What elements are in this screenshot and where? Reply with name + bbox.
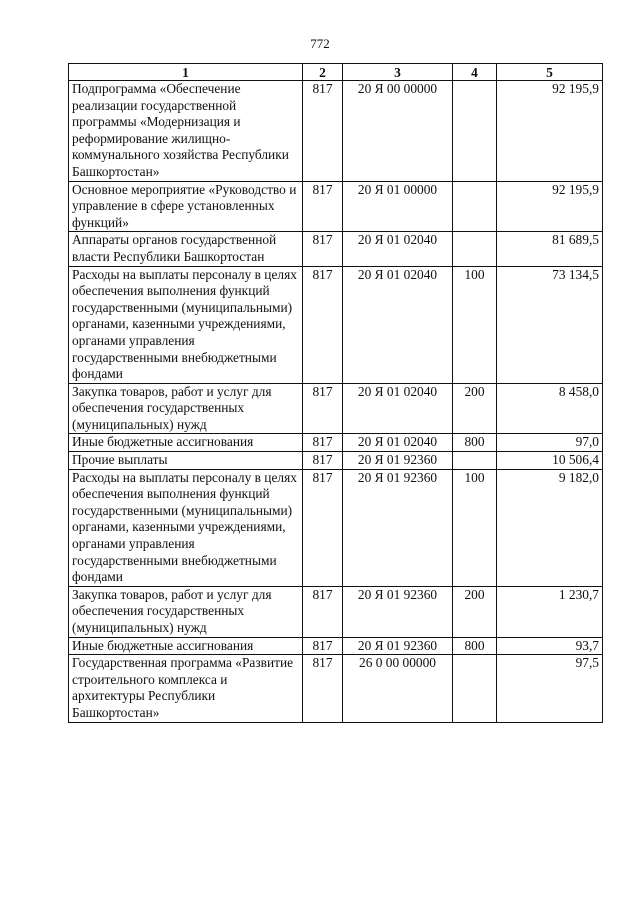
row-expense-type-cell <box>453 181 497 232</box>
row-ministry-code-cell: 817 <box>303 266 343 383</box>
row-target-article-cell: 20 Я 01 02040 <box>343 232 453 266</box>
row-name-cell: Прочие выплаты <box>69 452 303 470</box>
row-ministry-code-cell: 817 <box>303 81 343 182</box>
table-row <box>69 266 603 383</box>
row-amount-cell: 81 689,5 <box>497 232 603 266</box>
row-expense-type-cell <box>453 655 497 722</box>
table-row <box>69 655 603 722</box>
budget-table <box>68 63 603 723</box>
row-target-article-cell: 20 Я 01 00000 <box>343 181 453 232</box>
row-name-cell: Иные бюджетные ассигнования <box>69 434 303 452</box>
row-ministry-code-cell: 817 <box>303 655 343 722</box>
row-name-cell: Расходы на выплаты персоналу в целях обеспечения выполнения функций государственными (муниципальными) органами, казенными учреждениями, органами управления государственными внебюджетными фондами <box>69 266 303 383</box>
row-amount-cell: 9 182,0 <box>497 469 603 586</box>
row-name-cell: Расходы на выплаты персоналу в целях обеспечения выполнения функций государственными (муниципальными) органами, казенными учреждениями, органами управления государственными внебюджетными фондами <box>69 469 303 586</box>
row-amount-cell: 93,7 <box>497 637 603 655</box>
row-target-article-cell: 20 Я 01 92360 <box>343 586 453 637</box>
row-name-cell: Закупка товаров, работ и услуг для обеспечения государственных (муниципальных) нужд <box>69 586 303 637</box>
header-col-3: 3 <box>343 64 453 81</box>
row-target-article-cell: 20 Я 01 02040 <box>343 383 453 434</box>
page-number: 772 <box>310 36 330 51</box>
header-col-5: 5 <box>497 64 603 81</box>
row-expense-type-cell: 800 <box>453 637 497 655</box>
row-expense-type-cell: 800 <box>453 434 497 452</box>
row-amount-cell: 73 134,5 <box>497 266 603 383</box>
table-row <box>69 434 603 452</box>
table-row <box>69 637 603 655</box>
row-expense-type-cell <box>453 452 497 470</box>
row-expense-type-cell: 200 <box>453 586 497 637</box>
row-target-article-cell: 20 Я 01 02040 <box>343 266 453 383</box>
row-ministry-code-cell: 817 <box>303 586 343 637</box>
row-ministry-code-cell: 817 <box>303 469 343 586</box>
row-name-cell: Закупка товаров, работ и услуг для обеспечения государственных (муниципальных) нужд <box>69 383 303 434</box>
row-expense-type-cell: 200 <box>453 383 497 434</box>
row-amount-cell: 8 458,0 <box>497 383 603 434</box>
header-col-1: 1 <box>69 64 303 81</box>
row-ministry-code-cell: 817 <box>303 452 343 470</box>
row-ministry-code-cell: 817 <box>303 637 343 655</box>
table-row <box>69 452 603 470</box>
row-ministry-code-cell: 817 <box>303 181 343 232</box>
row-amount-cell: 97,0 <box>497 434 603 452</box>
row-amount-cell: 92 195,9 <box>497 81 603 182</box>
table-row <box>69 232 603 266</box>
header-col-2: 2 <box>303 64 343 81</box>
header-row <box>69 64 603 81</box>
row-target-article-cell: 26 0 00 00000 <box>343 655 453 722</box>
row-ministry-code-cell: 817 <box>303 383 343 434</box>
row-amount-cell: 1 230,7 <box>497 586 603 637</box>
row-name-cell: Иные бюджетные ассигнования <box>69 637 303 655</box>
table-row <box>69 586 603 637</box>
row-target-article-cell: 20 Я 00 00000 <box>343 81 453 182</box>
row-name-cell: Подпрограмма «Обеспечение реализации государственной программы «Модернизация и реформирование жилищно-коммунального хозяйства Республики Башкортостан» <box>69 81 303 182</box>
table-row <box>69 81 603 182</box>
row-ministry-code-cell: 817 <box>303 434 343 452</box>
table-row <box>69 469 603 586</box>
header-col-4: 4 <box>453 64 497 81</box>
row-expense-type-cell: 100 <box>453 266 497 383</box>
row-name-cell: Государственная программа «Развитие строительного комплекса и архитектуры Республики Башкортостан» <box>69 655 303 722</box>
row-ministry-code-cell: 817 <box>303 232 343 266</box>
row-amount-cell: 10 506,4 <box>497 452 603 470</box>
row-amount-cell: 97,5 <box>497 655 603 722</box>
row-expense-type-cell <box>453 81 497 182</box>
row-target-article-cell: 20 Я 01 92360 <box>343 469 453 586</box>
row-expense-type-cell: 100 <box>453 469 497 586</box>
row-amount-cell: 92 195,9 <box>497 181 603 232</box>
table-row <box>69 383 603 434</box>
row-expense-type-cell <box>453 232 497 266</box>
row-name-cell: Аппараты органов государственной власти Республики Башкортостан <box>69 232 303 266</box>
row-target-article-cell: 20 Я 01 92360 <box>343 452 453 470</box>
row-target-article-cell: 20 Я 01 02040 <box>343 434 453 452</box>
row-target-article-cell: 20 Я 01 92360 <box>343 637 453 655</box>
row-name-cell: Основное мероприятие «Руководство и управление в сфере установленных функций» <box>69 181 303 232</box>
table-row <box>69 181 603 232</box>
